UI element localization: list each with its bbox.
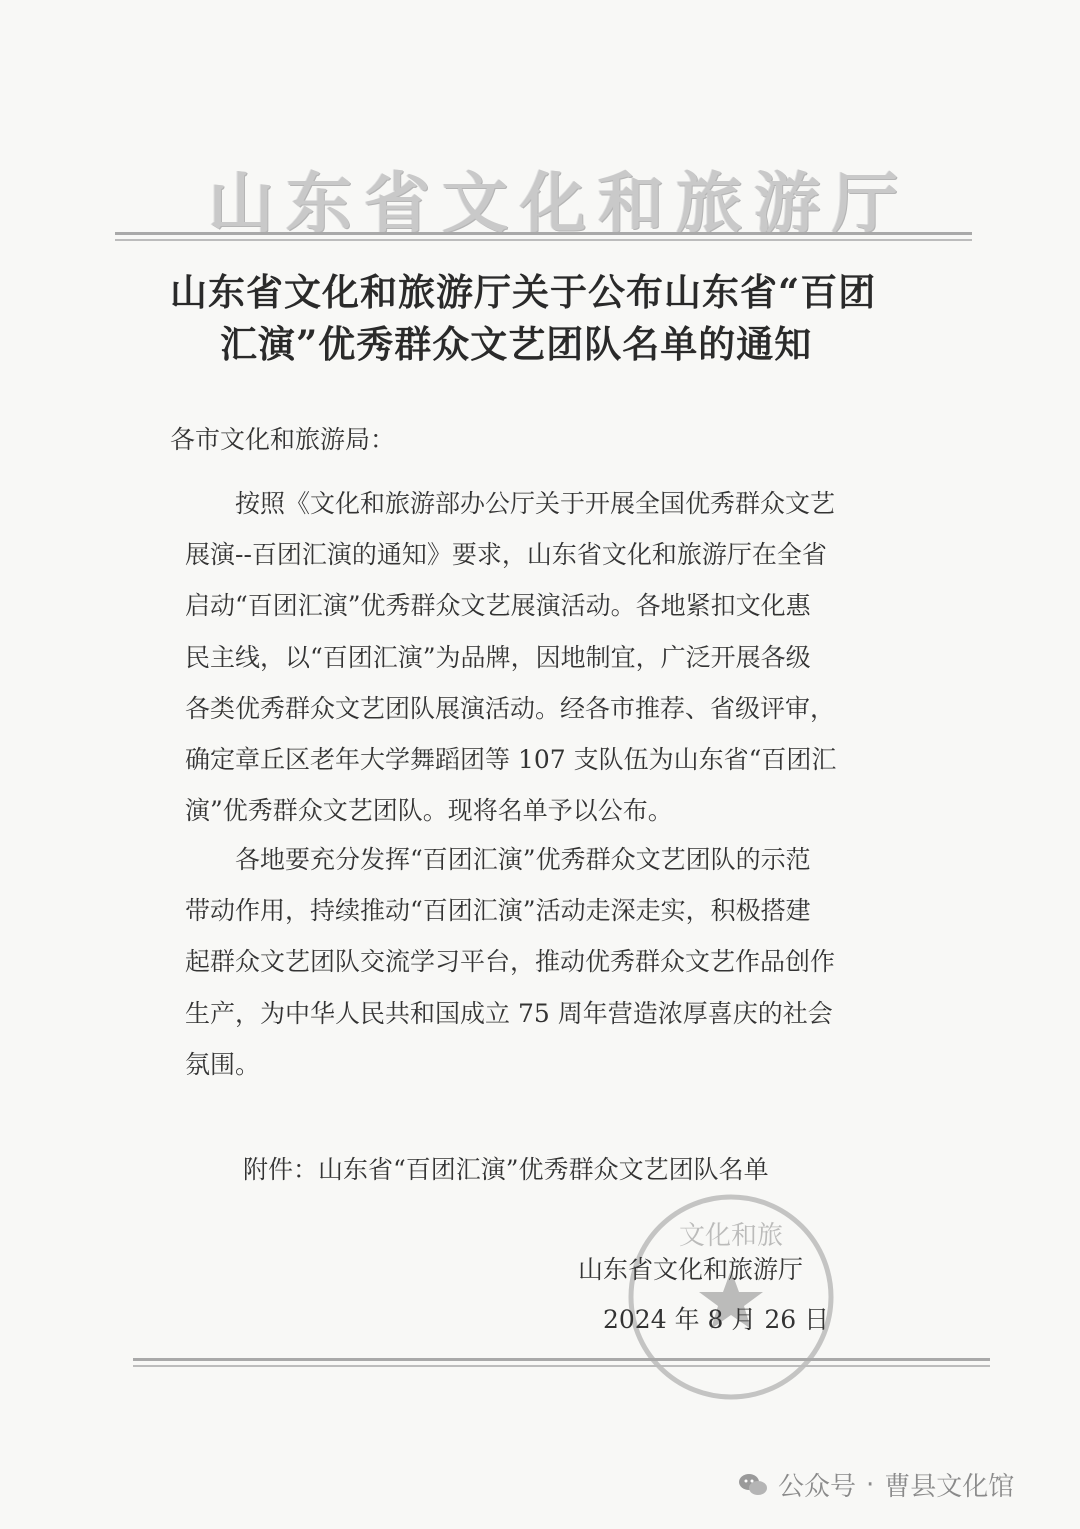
title-line-1: 山东省文化和旅游厅关于公布山东省“百团 (170, 270, 877, 314)
title-line-2: 汇演”优秀群众文艺团队名单的通知 (220, 322, 813, 366)
paragraph-line: 启动“百团汇演”优秀群众文艺展演活动。各地紧扣文化惠 (185, 591, 811, 621)
official-seal-icon (626, 1192, 836, 1402)
seal-text: 文化和旅 (678, 1221, 784, 1251)
attachment-note: 附件：山东省“百团汇演”优秀群众文艺团队名单 (243, 1155, 769, 1184)
paragraph-line: 氛围。 (185, 1049, 261, 1079)
letterhead: 山东省文化和旅游厅 (208, 165, 910, 242)
paragraph-line: 确定章丘区老年大学舞蹈团等 107 支队伍为山东省“百团汇 (185, 745, 837, 775)
paragraph-line: 带动作用，持续推动“百团汇演”活动走深走实，积极搭建 (185, 896, 811, 926)
paragraph-2 (185, 834, 905, 1090)
wechat-icon (738, 1472, 768, 1498)
signer: 山东省文化和旅游厅 (578, 1255, 804, 1284)
paragraph-line: 起群众文艺团队交流学习平台，推动优秀群众文艺作品创作 (185, 947, 836, 977)
footer-divider (133, 1358, 990, 1367)
watermark (738, 1466, 1014, 1503)
letterhead-divider (115, 232, 972, 241)
watermark-separator: · (866, 1469, 875, 1500)
paragraph-line: 按照《文化和旅游部办公厅关于开展全国优秀群众文艺 (235, 489, 836, 518)
document-title (170, 266, 930, 370)
paragraph-line: 生产，为中华人民共和国成立 75 周年营造浓厚喜庆的社会 (185, 998, 833, 1028)
paragraph-line: 各地要充分发挥“百团汇演”优秀群众文艺团队的示范 (235, 845, 811, 874)
paragraph-line: 展演--百团汇演的通知》要求，山东省文化和旅游厅在全省 (185, 540, 827, 570)
paragraph-line: 演”优秀群众文艺团队。现将名单予以公布。 (185, 796, 673, 826)
watermark-name: 曹县文化馆 (884, 1472, 1015, 1502)
paragraph-1 (185, 478, 905, 836)
salutation: 各市文化和旅游局： (170, 425, 396, 454)
issue-date: 2024 年 8 月 26 日 (603, 1305, 830, 1334)
paragraph-line: 民主线，以“百团汇演”为品牌，因地制宜，广泛开展各级 (185, 642, 811, 672)
watermark-prefix: 公众号 (778, 1472, 857, 1502)
paragraph-line: 各类优秀群众文艺团队展演活动。经各市推荐、省级评审， (185, 693, 836, 723)
